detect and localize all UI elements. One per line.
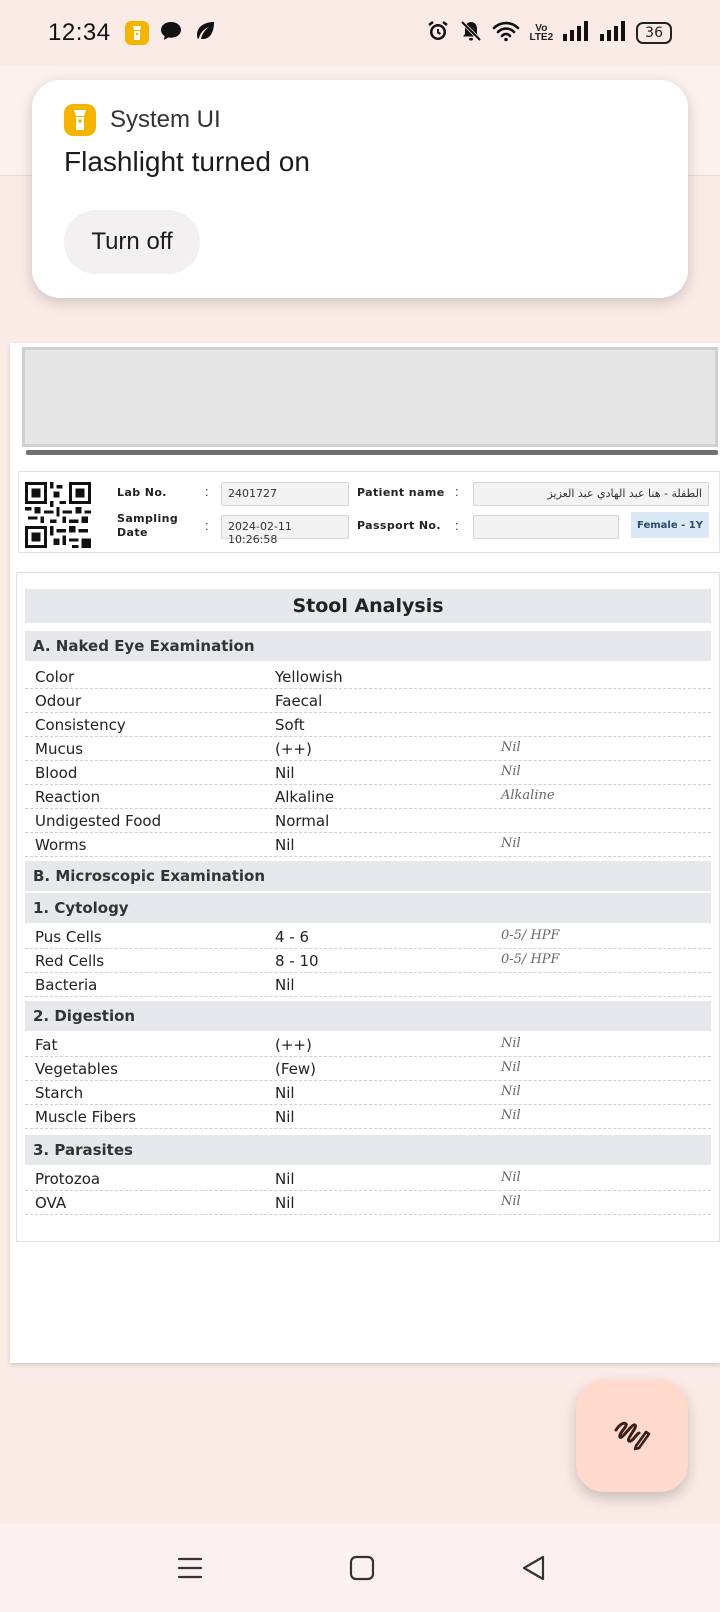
table-row	[25, 1081, 711, 1105]
volte-top: Vo	[535, 23, 548, 34]
test-value: Nil	[275, 836, 295, 854]
sampling-date-label-line2: Date	[117, 526, 148, 539]
section-microscopic: B. Microscopic Examination	[25, 861, 711, 891]
section-naked-eye: A. Naked Eye Examination	[25, 631, 711, 661]
table-row	[25, 949, 711, 973]
navigation-bar	[0, 1524, 720, 1612]
table-row	[25, 785, 711, 809]
test-name: Bacteria	[35, 976, 98, 994]
test-name: Blood	[35, 764, 78, 782]
table-row	[25, 1167, 711, 1191]
patient-info-panel	[18, 471, 720, 553]
section-cytology: 1. Cytology	[25, 893, 711, 923]
test-value: Nil	[275, 976, 295, 994]
test-value: Alkaline	[275, 788, 335, 806]
sampling-date-label-line1: Sampling	[117, 512, 179, 525]
test-value: (Few)	[275, 1060, 317, 1078]
test-value: Nil	[275, 1108, 295, 1126]
test-name: Protozoa	[35, 1170, 101, 1188]
volte-bottom: LTE2	[529, 32, 554, 43]
table-row	[25, 761, 711, 785]
colon: :	[455, 484, 459, 499]
report-header-image	[22, 347, 718, 447]
table-row	[25, 713, 711, 737]
flashlight-icon	[64, 104, 96, 136]
volte-icon	[529, 24, 553, 42]
chat-bubble-icon	[159, 20, 183, 47]
normal-range: Nil	[501, 740, 521, 755]
leaf-icon	[193, 19, 217, 48]
test-name: Red Cells	[35, 952, 105, 970]
colon: :	[205, 484, 209, 499]
test-name: Odour	[35, 692, 82, 710]
table-row	[25, 665, 711, 689]
test-value: 4 - 6	[275, 928, 310, 946]
edit-markup-icon	[612, 1416, 652, 1456]
gender-age-badge: Female - 1Y	[631, 512, 709, 538]
signal-1-icon	[562, 20, 590, 47]
table-row	[25, 1033, 711, 1057]
qr-code-icon	[25, 482, 91, 548]
edit-markup-button[interactable]	[576, 1380, 688, 1492]
test-value: 8 - 10	[275, 952, 319, 970]
notification-app-row	[64, 104, 221, 136]
table-row	[25, 1057, 711, 1081]
flashlight-app-icon	[125, 21, 149, 45]
signal-2-icon	[599, 20, 627, 47]
test-value: Nil	[275, 1084, 295, 1102]
flashlight-notification[interactable]	[32, 80, 688, 298]
back-icon	[521, 1555, 547, 1581]
lab-report-document[interactable]	[10, 343, 720, 1363]
test-value: Soft	[275, 716, 305, 734]
test-name: Reaction	[35, 788, 101, 806]
normal-range: Nil	[501, 1060, 521, 1075]
lab-no-label: Lab No.	[117, 486, 167, 499]
back-button[interactable]	[514, 1548, 554, 1588]
report-title: Stool Analysis	[25, 589, 711, 623]
test-name: Pus Cells	[35, 928, 102, 946]
passport-label: Passport No.	[357, 519, 441, 532]
normal-range: Nil	[501, 1036, 521, 1051]
test-value: Yellowish	[275, 668, 343, 686]
notification-app-name: System UI	[110, 106, 221, 133]
table-row	[25, 833, 711, 857]
notification-title: Flashlight turned on	[64, 146, 310, 177]
test-name: Starch	[35, 1084, 84, 1102]
table-row	[25, 1191, 711, 1215]
test-name: Consistency	[35, 716, 126, 734]
bell-off-icon	[459, 19, 483, 48]
recents-button[interactable]	[170, 1548, 210, 1588]
battery-indicator: 36	[636, 22, 672, 44]
test-name: Vegetables	[35, 1060, 118, 1078]
section-digestion: 2. Digestion	[25, 1001, 711, 1031]
normal-range: Alkaline	[501, 788, 555, 803]
test-value: (++)	[275, 740, 312, 758]
normal-range: Nil	[501, 1108, 521, 1123]
test-name: Fat	[35, 1036, 58, 1054]
status-time: 12:34	[48, 19, 111, 46]
patient-name-label: Patient name	[357, 486, 445, 499]
test-value: Nil	[275, 764, 295, 782]
normal-range: Nil	[501, 1194, 521, 1209]
table-row	[25, 925, 711, 949]
table-row	[25, 689, 711, 713]
test-name: Color	[35, 668, 75, 686]
home-icon	[349, 1555, 375, 1581]
patient-name-field: الطفلة - هنا عبد الهادي عبد العزيز	[473, 482, 709, 506]
table-row	[25, 737, 711, 761]
normal-range: Nil	[501, 836, 521, 851]
normal-range: 0-5/ HPF	[501, 928, 560, 943]
lab-no-field: 2401727	[221, 482, 349, 506]
test-name: Mucus	[35, 740, 84, 758]
test-name: Muscle Fibers	[35, 1108, 137, 1126]
table-row	[25, 1105, 711, 1129]
test-value: Nil	[275, 1170, 295, 1188]
turn-off-button[interactable]: Turn off	[64, 210, 200, 274]
sampling-date-field: 2024-02-11 10:26:58	[221, 515, 349, 539]
normal-range: 0-5/ HPF	[501, 952, 560, 967]
test-value: Nil	[275, 1194, 295, 1212]
alarm-icon	[426, 19, 450, 48]
normal-range: Nil	[501, 1170, 521, 1185]
recents-icon	[177, 1555, 203, 1581]
table-row	[25, 809, 711, 833]
normal-range: Nil	[501, 764, 521, 779]
normal-range: Nil	[501, 1084, 521, 1099]
header-divider	[26, 450, 718, 455]
table-row	[25, 973, 711, 997]
colon: :	[205, 518, 209, 533]
wifi-icon	[492, 20, 520, 47]
status-bar	[0, 0, 720, 66]
test-name: OVA	[35, 1194, 67, 1212]
stool-analysis-results	[16, 572, 720, 1242]
test-value: Normal	[275, 812, 330, 830]
colon: :	[455, 518, 459, 533]
section-parasites: 3. Parasites	[25, 1135, 711, 1165]
test-value: (++)	[275, 1036, 312, 1054]
test-value: Faecal	[275, 692, 323, 710]
test-name: Undigested Food	[35, 812, 162, 830]
passport-field	[473, 515, 619, 539]
home-button[interactable]	[342, 1548, 382, 1588]
test-name: Worms	[35, 836, 87, 854]
